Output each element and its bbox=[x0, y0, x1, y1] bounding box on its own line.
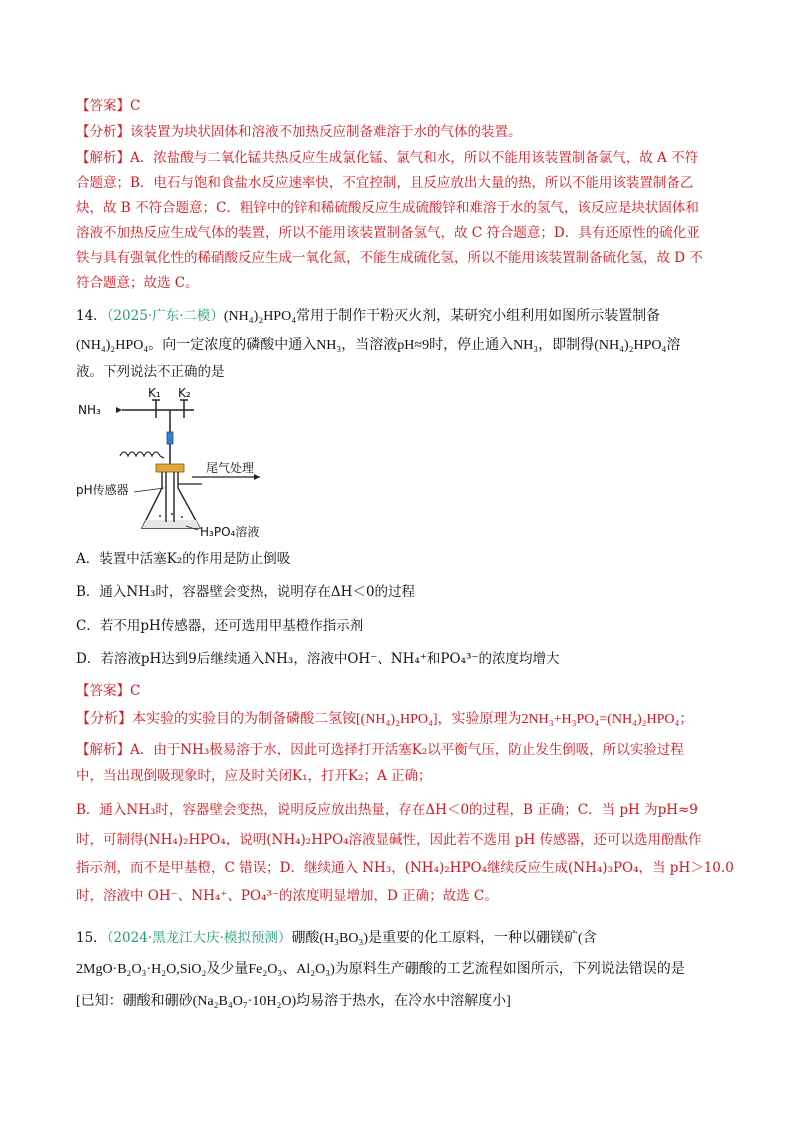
q13-explain-line: 合题意；B．电石与饱和食盐水反应速率快，不宜控制，且反应放出大量的热，所以不能用该装置制备乙 bbox=[76, 175, 694, 191]
q15-stem-line: 2MgO·B₂O₃·H₂O,SiO₂及少量Fe₂O₃、Al₂O₃)为原料生产硼酸的工艺流程如图所示，下列说法错误的是 bbox=[76, 962, 685, 977]
q14-option-c: C．若不用pH传感器，还可选用甲基橙作指示剂 bbox=[76, 618, 364, 634]
q14-stem-line: 液。下列说法不正确的是 bbox=[76, 364, 225, 380]
q14-number: 14． bbox=[76, 308, 107, 324]
q14-stem-first-line bbox=[76, 306, 736, 327]
q14-explain-line: 时，可制得(NH₄)₂HPO₄，说明(NH₄)₂HPO₄溶液显碱性，因此若不选用 pH 传感器，还可以选用酚酞作 bbox=[76, 832, 702, 848]
q13-answer: 【答案】C bbox=[76, 98, 141, 114]
q13-explain-line: 铁与具有强氧化性的稀硝酸反应生成一氧化氮，不能生成硫化氢，所以不能用该装置制备硫化氢，故 D 不 bbox=[76, 250, 703, 266]
q14-answer: 【答案】C bbox=[76, 683, 141, 699]
k1-label: K₁ bbox=[148, 388, 161, 400]
q14-stem-text: (NH₄)₂HPO₄常用于制作干粉灭火剂，某研究小组利用如图所示装置制备 bbox=[223, 309, 661, 324]
apparatus-diagram bbox=[76, 388, 306, 538]
q14-analysis: 【分析】本实验的实验目的为制备磷酸二氢铵[(NH₄)₂HPO₄]，实验原理为2NH₃+H₃PO₄=(NH₄)₂HPO₄； bbox=[76, 712, 694, 727]
q15-stem-text: 硼酸(H₃BO₃)是重要的化工原料，一种以硼镁矿(含 bbox=[291, 931, 597, 946]
ph-sensor-label: pH传感器 bbox=[76, 483, 129, 497]
q14-option-b: B．通入NH₃时，容器壁会变热，说明存在ΔH＜0的过程 bbox=[76, 584, 416, 600]
q15-number: 15． bbox=[76, 930, 107, 946]
q14-option-d: D．若溶液pH达到9后继续通入NH₃，溶液中OH⁻、NH₄⁺和PO₄³⁻的浓度均增大 bbox=[76, 651, 560, 667]
exhaust-label: 尾气处理 bbox=[206, 461, 255, 475]
q15-stem-first-line bbox=[76, 928, 736, 949]
k2-label: K₂ bbox=[178, 388, 191, 400]
q15-source: （2024·黑龙江大庆·模拟预测） bbox=[106, 930, 292, 946]
solution-label: H₃PO₄溶液 bbox=[200, 525, 260, 538]
q14-explain-line: 指示剂，而不是甲基橙，C 错误；D．继续通入 NH₃，(NH₄)₂HPO₄继续反应生成(NH₄)₃PO₄，当 pH＞10.0 bbox=[76, 860, 734, 876]
q14-source: （2025·广东·二模） bbox=[106, 308, 224, 324]
nh3-label: NH₃ bbox=[78, 403, 101, 417]
q13-explain-line: 溶液不加热反应生成气体的装置，所以不能用该装置制备氢气，故 C 符合题意；D．具有还原性的硫化亚 bbox=[76, 225, 700, 241]
q13-analysis: 【分析】该装置为块状固体和溶液不加热反应制备难溶于水的气体的装置。 bbox=[76, 124, 522, 140]
q13-explain-line: 炔，故 B 不符合题意；C．粗锌中的锌和稀硫酸反应生成硫酸锌和难溶于水的氢气，该反应是块状固体和 bbox=[76, 200, 699, 216]
q13-explain-line: 【解析】A．浓盐酸与二氧化锰共热反应生成氯化锰、氯气和水，所以不能用该装置制备氯气，故 A 不符 bbox=[76, 150, 699, 166]
q14-explain-line: 时，溶液中 OH⁻、NH₄⁺、PO₄³⁻的浓度明显增加，D 正确；故选 C。 bbox=[76, 888, 498, 904]
q14-explain-line: 【解析】A．由于NH₃极易溶于水，因此可选择打开活塞K₂以平衡气压，防止发生倒吸，所以实验过程 bbox=[76, 742, 684, 758]
q14-explain-line: B．通入NH₃时，容器壁会变热，说明反应放出热量，存在ΔH＜0的过程，B 正确；C．当 pH 为pH≈9 bbox=[76, 802, 698, 818]
q15-stem-line: [已知：硼酸和硼砂(Na₂B₄O₇·10H₂O)均易溶于热水，在冷水中溶解度小] bbox=[76, 994, 511, 1009]
q14-stem-line: (NH₄)₂HPO₄。向一定浓度的磷酸中通入NH₃，当溶液pH≈9时，停止通入NH₃，即制得(NH₄)₂HPO₄溶 bbox=[76, 338, 681, 353]
q13-explain-line: 符合题意；故选 C。 bbox=[76, 275, 199, 291]
q14-option-a: A．装置中活塞K₂的作用是防止倒吸 bbox=[76, 551, 291, 567]
q14-explain-line: 中，当出现倒吸现象时，应及时关闭K₁，打开K₂；A 正确； bbox=[76, 768, 432, 784]
